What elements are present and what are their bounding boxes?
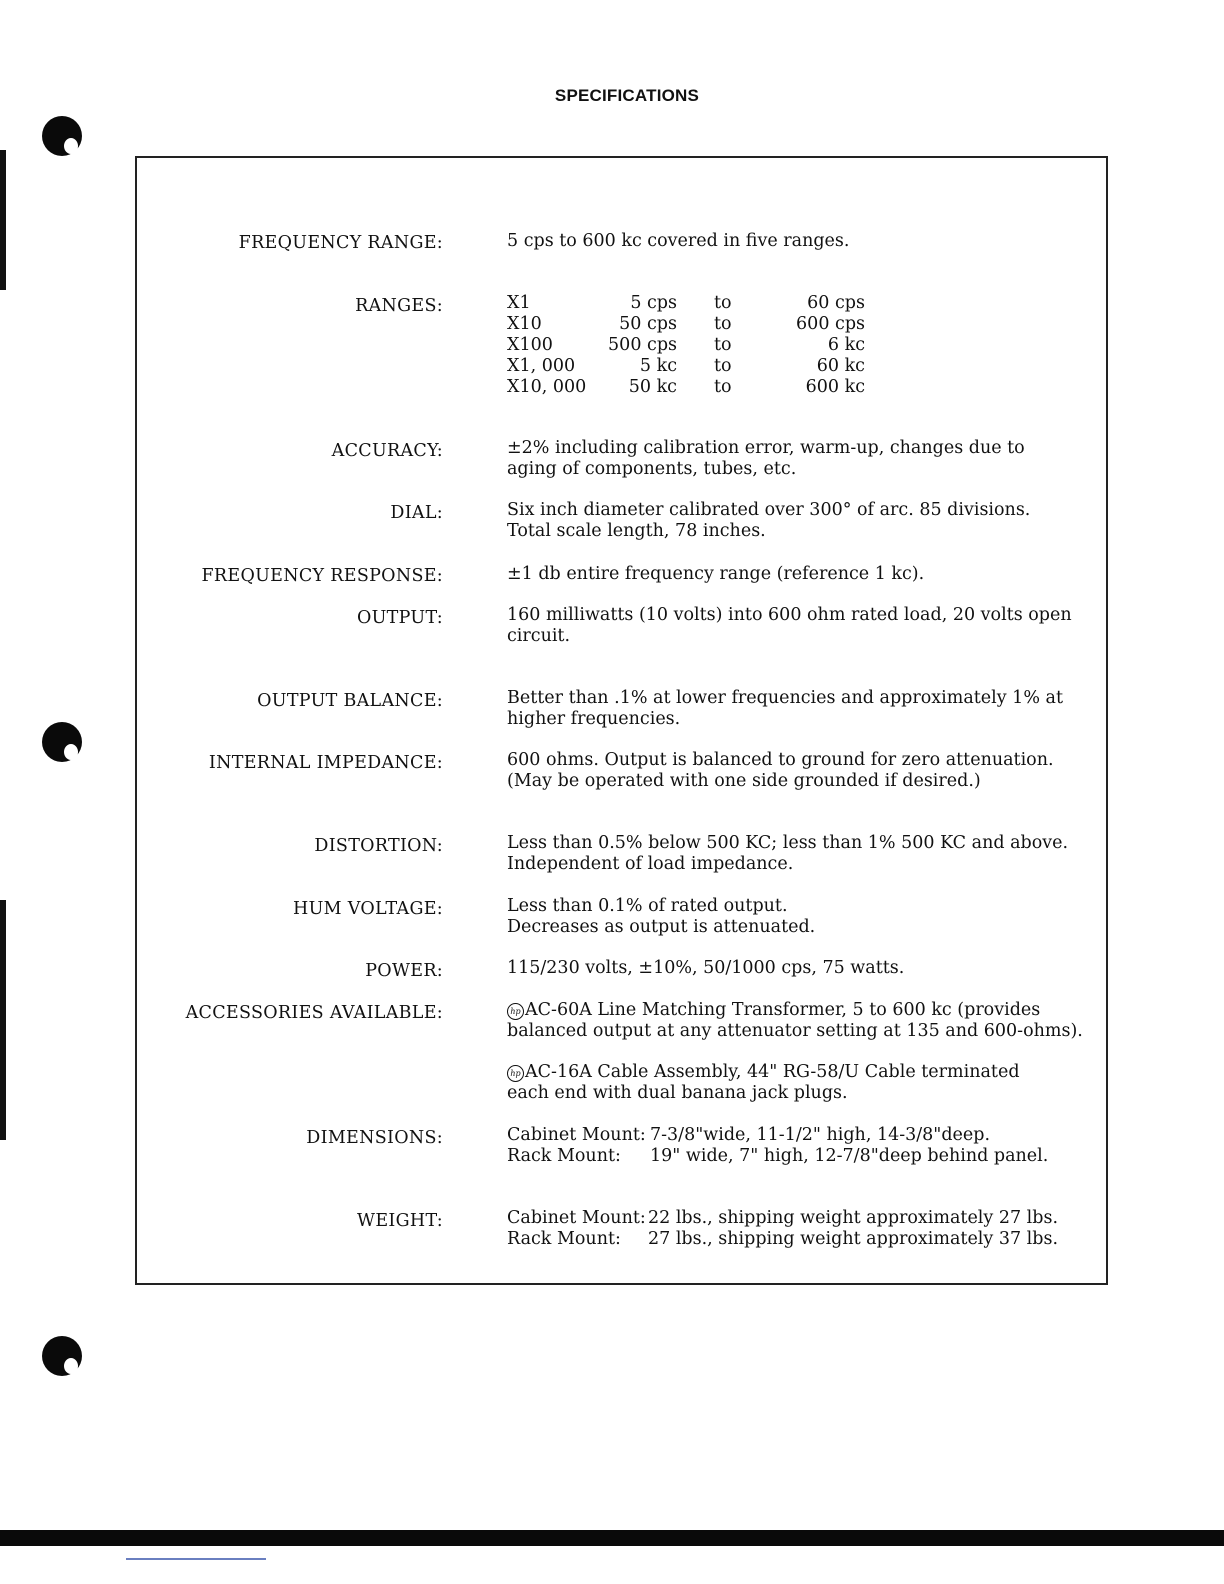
range-start: 50 kc: [628, 377, 677, 397]
weight-rack: [507, 1229, 1092, 1250]
accuracy-value: [507, 438, 1092, 480]
dimensions-rack-value: 19" wide, 7" high, 12-7/8"deep behind panel.: [650, 1146, 1049, 1166]
accessory-ac-60a-text: AC-60A Line Matching Transformer, 5 to 600 kc (provides: [525, 1000, 1041, 1020]
dimensions-rack-label: Rack Mount:: [507, 1146, 621, 1166]
hum-voltage-line-2: Decreases as output is attenuated.: [507, 917, 816, 937]
range-to: to: [714, 293, 732, 313]
frequency-range-label: FREQUENCY RANGE:: [238, 233, 443, 253]
accessory-ac-16a: [507, 1062, 1092, 1104]
accessory-ac-60a: [507, 1000, 1092, 1042]
range-end: 6 kc: [827, 335, 865, 355]
output-balance-label: OUTPUT BALANCE:: [257, 691, 443, 711]
weight-cabinet-value: 22 lbs., shipping weight approximately 27 lbs.: [648, 1208, 1059, 1228]
output-balance-value: [507, 688, 1092, 730]
scan-edge-lower: [0, 900, 6, 1140]
hum-voltage-line-1: Less than 0.1% of rated output.: [507, 896, 788, 916]
range-multiplier: X1, 000: [507, 356, 576, 376]
output-value: [507, 605, 1092, 647]
accuracy-label: ACCURACY:: [331, 441, 443, 461]
hum-voltage-value: [507, 896, 1092, 938]
distortion-value: [507, 833, 1092, 875]
range-to: to: [714, 377, 732, 397]
range-multiplier: X100: [507, 335, 553, 355]
output-line-2: circuit.: [507, 626, 571, 646]
dial-line-2: Total scale length, 78 inches.: [507, 521, 766, 541]
accessory-ac-16a-line-1: [507, 1062, 1092, 1083]
accuracy-line-2: aging of components, tubes, etc.: [507, 459, 797, 479]
dimensions-cabinet: [507, 1125, 1092, 1146]
accessory-ac-16a-text: AC-16A Cable Assembly, 44" RG-58/U Cable terminated: [525, 1062, 1020, 1082]
range-to: to: [714, 314, 732, 334]
output-label: OUTPUT:: [356, 608, 443, 628]
power-value: 115/230 volts, ±10%, 50/1000 cps, 75 watts.: [507, 958, 905, 978]
punch-hole-middle: [42, 722, 82, 762]
distortion-line-1: Less than 0.5% below 500 KC; less than 1% 500 KC and above.: [507, 833, 1069, 853]
accessories-label: ACCESSORIES AVAILABLE:: [185, 1003, 443, 1023]
scan-edge-top: [0, 150, 6, 290]
internal-impedance-label: INTERNAL IMPEDANCE:: [208, 753, 443, 773]
range-multiplier: X1: [507, 293, 531, 313]
punch-hole-top: [42, 116, 82, 156]
dimensions-label: DIMENSIONS:: [306, 1128, 443, 1148]
range-to: to: [714, 356, 732, 376]
range-row: [507, 335, 907, 356]
range-end: 60 cps: [807, 293, 865, 313]
dial-line-1: Six inch diameter calibrated over 300° of arc. 85 divisions.: [507, 500, 1031, 520]
range-row: [507, 314, 907, 335]
internal-impedance-line-2: (May be operated with one side grounded if desired.): [507, 771, 981, 791]
punch-hole-bottom: [42, 1336, 82, 1376]
accessory-ac-60a-line-2: balanced output at any attenuator setting at 135 and 600-ohms).: [507, 1021, 1083, 1041]
weight-cabinet-label: Cabinet Mount:: [507, 1208, 646, 1228]
output-line-1: 160 milliwatts (10 volts) into 600 ohm rated load, 20 volts open: [507, 605, 1072, 625]
range-to: to: [714, 335, 732, 355]
dial-label: DIAL:: [390, 503, 443, 523]
internal-impedance-line-1: 600 ohms. Output is balanced to ground for zero attenuation.: [507, 750, 1054, 770]
ranges-label: RANGES:: [355, 296, 443, 316]
output-balance-line-1: Better than .1% at lower frequencies and approximately 1% at: [507, 688, 1063, 708]
power-label: POWER:: [365, 961, 443, 981]
hum-voltage-label: HUM VOLTAGE:: [293, 899, 443, 919]
dial-value: [507, 500, 1092, 542]
hp-logo-icon: hp: [507, 1065, 524, 1082]
range-multiplier: X10, 000: [507, 377, 587, 397]
frequency-range-value: 5 cps to 600 kc covered in five ranges.: [507, 231, 850, 251]
output-balance-line-2: higher frequencies.: [507, 709, 681, 729]
weight-rack-value: 27 lbs., shipping weight approximately 37 lbs.: [648, 1229, 1059, 1249]
scan-bottom-bar: [0, 1530, 1224, 1546]
range-start: 5 cps: [630, 293, 677, 313]
weight-rack-label: Rack Mount:: [507, 1229, 621, 1249]
range-start: 500 cps: [608, 335, 677, 355]
range-end: 600 cps: [796, 314, 865, 334]
range-start: 50 cps: [619, 314, 677, 334]
accessory-ac-16a-line-2: each end with dual banana jack plugs.: [507, 1083, 848, 1103]
weight-cabinet: [507, 1208, 1092, 1229]
page-title: SPECIFICATIONS: [554, 86, 700, 105]
range-end: 600 kc: [805, 377, 865, 397]
range-row: [507, 356, 907, 377]
range-multiplier: X10: [507, 314, 542, 334]
dimensions-value: [507, 1125, 1092, 1167]
dimensions-rack: [507, 1146, 1092, 1167]
hp-logo-icon: hp: [507, 1003, 524, 1020]
weight-label: WEIGHT:: [357, 1211, 443, 1231]
accuracy-line-1: ±2% including calibration error, warm-up, changes due to: [507, 438, 1025, 458]
scan-bottom-line: [126, 1558, 266, 1560]
distortion-label: DISTORTION:: [314, 836, 443, 856]
frequency-response-value: ±1 db entire frequency range (reference 1 kc).: [507, 564, 925, 584]
internal-impedance-value: [507, 750, 1092, 792]
dimensions-cabinet-label: Cabinet Mount:: [507, 1125, 646, 1145]
range-start: 5 kc: [639, 356, 677, 376]
range-row: [507, 293, 907, 314]
dimensions-cabinet-value: 7-3/8"wide, 11-1/2" high, 14-3/8"deep.: [650, 1125, 991, 1145]
weight-value: [507, 1208, 1092, 1250]
range-end: 60 kc: [816, 356, 865, 376]
range-row: [507, 377, 907, 398]
accessory-ac-60a-line-1: [507, 1000, 1092, 1021]
frequency-response-label: FREQUENCY RESPONSE:: [201, 566, 443, 586]
distortion-line-2: Independent of load impedance.: [507, 854, 794, 874]
